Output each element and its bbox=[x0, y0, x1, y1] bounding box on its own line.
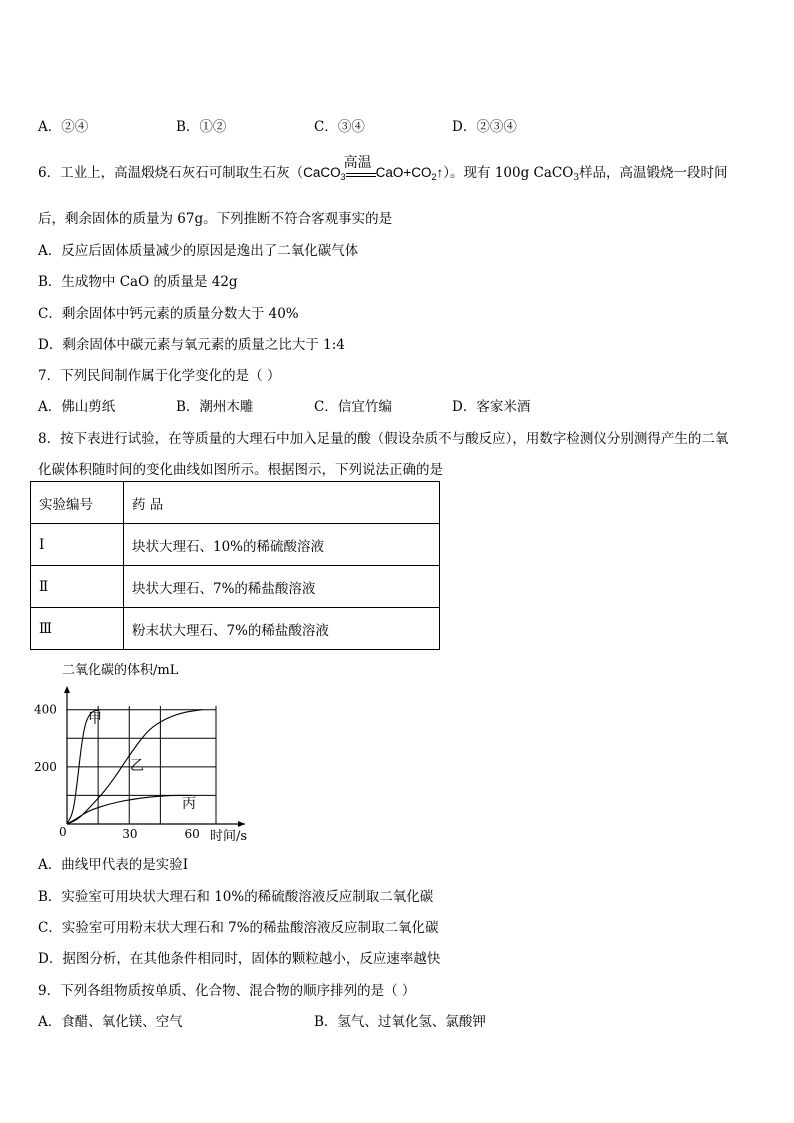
table-header-row bbox=[31, 482, 440, 524]
y-axis-arrow-icon bbox=[64, 686, 70, 693]
q6-stem-part2: ）。现有 100g CaCO bbox=[443, 165, 574, 181]
q5-option-d: D．②③④ bbox=[452, 119, 517, 135]
reactant-formula: CaCO$_3$ bbox=[303, 165, 346, 182]
q6-stem: 6．工业上，高温煅烧石灰石可制取生石灰（CaCO$_3$ 高温 $CaO+CO_2↑$）。现有 100g CaCO$_3$样品，高温锻烧一段时间 bbox=[38, 161, 728, 181]
q6-option-a: A．反应后固体质量减少的原因是逸出了二氧化碳气体 bbox=[38, 243, 359, 259]
q9-stem: 9．下列各组物质按单质、化合物、混合物的顺序排列的是（ ） bbox=[38, 983, 416, 999]
y-tick-label: 200 bbox=[34, 759, 57, 774]
q6-option-c: C．剩余固体中钙元素的质量分数大于 40% bbox=[38, 306, 299, 322]
q7-option-d: D．客家米酒 bbox=[452, 399, 531, 415]
co2-volume-chart bbox=[30, 660, 270, 850]
q6-stem-line2: 后，剩余固体的质量为 67g。下列推断不符合客观事实的是 bbox=[38, 211, 393, 227]
table-cell: Ⅰ bbox=[31, 524, 124, 566]
table-row bbox=[31, 608, 440, 650]
q8-stem-line2: 化碳体积随时间的变化曲线如图所示。根据图示，下列说法正确的是 bbox=[38, 462, 443, 478]
q5-option-b: B．①② bbox=[176, 119, 227, 135]
q8-option-c: C．实验室可用粉末状大理石和 7%的稀盐酸溶液反应制取二氧化碳 bbox=[38, 920, 439, 936]
q8-option-a: A．曲线甲代表的是实验Ⅰ bbox=[38, 857, 189, 873]
curve-label: 丙 bbox=[182, 796, 196, 812]
q6-option-b: B．生成物中 CaO 的质量是 42g bbox=[38, 274, 238, 290]
x-tick-label: 60 bbox=[184, 827, 200, 841]
q7-stem: 7．下列民间制作属于化学变化的是（ ） bbox=[38, 368, 281, 384]
table-cell: 块状大理石、10%的稀硫酸溶液 bbox=[124, 524, 440, 566]
table-cell: Ⅱ bbox=[31, 566, 124, 608]
table-cell: 粉末状大理石、7%的稀盐酸溶液 bbox=[124, 608, 440, 650]
origin-label: 0 bbox=[59, 825, 67, 839]
curve-label: 乙 bbox=[130, 758, 144, 774]
q5-option-a: A．②④ bbox=[38, 119, 89, 135]
x-axis-label: 时间/s bbox=[210, 829, 248, 844]
reaction-condition bbox=[343, 154, 376, 181]
q5-option-c: C．③④ bbox=[314, 119, 365, 135]
q8-option-b: B．实验室可用块状大理石和 10%的稀硫酸溶液反应制取二氧化碳 bbox=[38, 889, 434, 905]
table-header-cell: 药 品 bbox=[124, 482, 440, 524]
q6-stem-part1: 6．工业上，高温煅烧石灰石可制取生石灰（ bbox=[38, 165, 304, 181]
table-cell: Ⅲ bbox=[31, 608, 124, 650]
curve-label: 甲 bbox=[88, 711, 102, 727]
q9-option-b: B．氢气、过氧化氢、氯酸钾 bbox=[314, 1014, 486, 1030]
q7-option-a: A．佛山剪纸 bbox=[38, 399, 116, 415]
x-tick-label: 30 bbox=[122, 827, 138, 841]
q8-option-d: D．据图分析，在其他条件相同时，固体的颗粒越小，反应速率越快 bbox=[38, 951, 441, 967]
x-axis-arrow-icon bbox=[238, 821, 245, 827]
table-row bbox=[31, 566, 440, 608]
q7-option-b: B．潮州木雕 bbox=[176, 399, 254, 415]
table-cell: 块状大理石、7%的稀盐酸溶液 bbox=[124, 566, 440, 608]
y-tick-label: 400 bbox=[34, 702, 57, 717]
table-header-cell: 实验编号 bbox=[31, 482, 124, 524]
q6-option-d: D．剩余固体中碳元素与氧元素的质量之比大于 1:4 bbox=[38, 337, 345, 353]
y-axis-label: 二氧化碳的体积/mL bbox=[62, 663, 179, 678]
experiment-table bbox=[30, 481, 440, 650]
q7-option-c: C．信宜竹编 bbox=[314, 399, 392, 415]
gas-arrow-icon: ↑ bbox=[436, 165, 444, 180]
q8-stem-line1: 8．按下表进行试验，在等质量的大理石中加入足量的酸（假设杂质不与酸反应），用数字检测仪分别测得产生的二氧 bbox=[38, 431, 729, 447]
chart-ticks bbox=[34, 703, 200, 841]
condition-label: 高温 bbox=[343, 154, 372, 171]
q9-option-a: A．食醋、氧化镁、空气 bbox=[38, 1014, 183, 1030]
table-row bbox=[31, 524, 440, 566]
product-formula: $CaO+CO_2↑$ bbox=[375, 165, 444, 182]
q6-stem-part3: 样品，高温锻烧一段时间 bbox=[579, 165, 728, 181]
